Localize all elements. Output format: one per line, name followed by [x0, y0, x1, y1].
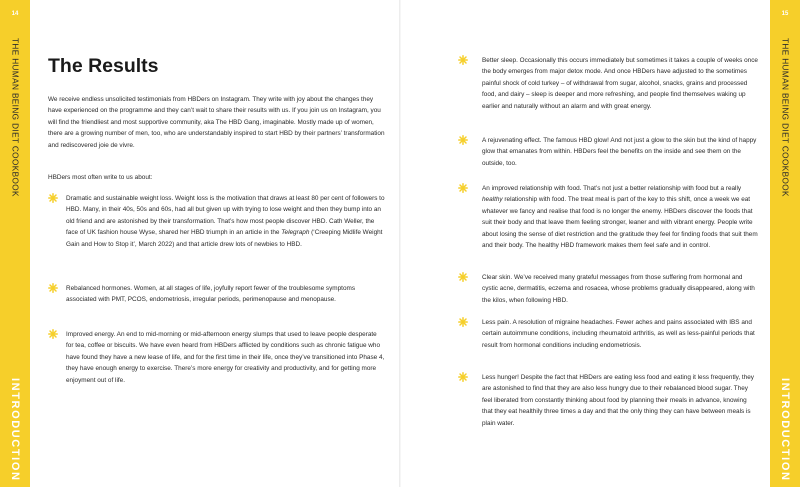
- page-number-right: 15: [781, 11, 789, 17]
- page-title: The Results: [48, 55, 159, 77]
- bullet-item: [48, 329, 385, 386]
- bullet-item: [458, 317, 758, 351]
- bullet-item: [458, 135, 758, 169]
- running-title-right: THE HUMAN BEING DIET COOKBOOK: [780, 38, 790, 197]
- sparkle-icon: [458, 183, 468, 193]
- bullet-text: Dramatic and sustainable weight loss. Weight loss is the motivation that draws at least 80 per cent of followers to HBD. Many, in their 40s, 50s and 60s, had all but given up with trying to lose weight and then they bump into an old friend and are astonished by their transformation. That’s how most people discover HBD. Cath Weller, the face of UK fashion house Wyse, shared her HBD triumph in an article in the Telegraph (‘Creeping Midlife Weight Gain and How to Stop it’, March 2022) and that article drew lots of newbies to HBD.: [66, 195, 385, 248]
- sparkle-icon: [458, 372, 468, 382]
- sparkle-icon: [458, 317, 468, 327]
- sparkle-icon: [458, 135, 468, 145]
- section-label-right: INTRODUCTION: [779, 378, 791, 482]
- bullet-text: Better sleep. Occasionally this occurs immediately but sometimes it takes a couple of weeks once the body emerges from major detox mode. And once HBDers have adjusted to the sometimes painful shock of cold turkey – of withdrawal from sugar, alcohol, snacks, grains and processed food, and dairy – sleep is deeper and more refreshing, and people find themselves waking up earlier and naturally without an alarm and with great energy.: [482, 57, 758, 110]
- sparkle-icon: [48, 193, 58, 203]
- left-side-band: [0, 0, 30, 487]
- bullet-item: [458, 272, 758, 306]
- bullet-text: Improved energy. An end to mid-morning or mid-afternoon energy slumps that used to leave people desperate for tea, coffee or biscuits. We have even heard from HBDers afflicted by conditions such as chronic fatigue who have found they have a new lease of life, and for the first time in their life, once they’ve transitioned into Phase 4, they have enough energy to exercise. There’s more energy for creativity and productivity, and for getting more enjoyment out of life.: [66, 331, 385, 384]
- running-title-left: THE HUMAN BEING DIET COOKBOOK: [10, 38, 20, 197]
- bullet-text: A rejuvenating effect. The famous HBD glow! And not just a glow to the skin but the kind of happy glow that emanates from within. HBDers feel the benefits on the inside and see them on the outside, too.: [482, 137, 757, 167]
- bullet-item: [48, 193, 385, 250]
- bullet-text: An improved relationship with food. That’s not just a better relationship with food but a really healthy relationship with food. The treat meal is part of the key to this shift, once a week we eat whatever we fancy and realise that food is no longer the enemy. HBDers discover the foods that suit their body and that leave them feeling stronger, leaner and with vibrant energy. People write about losing the sense of diet restriction and the gratitude they feel for finding foods that suit them and their body. The healthy HBD framework makes them feel safe and in control.: [482, 185, 758, 250]
- bullet-text: Rebalanced hormones. Women, at all stages of life, joyfully report fewer of the troublesome symptoms associated with PMT, PCOS, endometriosis, irregular periods, perimenopause and menopause.: [66, 285, 356, 304]
- section-label-left: INTRODUCTION: [9, 378, 21, 482]
- bullet-item: [458, 55, 758, 112]
- sparkle-icon: [48, 329, 58, 339]
- intro-paragraph: We receive endless unsolicited testimonials from HBDers on Instagram. They write with joy about the changes they have experienced on the programme and they can’t wait to share their results with us. If you join us on Instagram, you will find the friendliest and most supportive community, aka The HBD Gang, imaginable. Mostly made up of women, there are a growing number of men, too, who are understandably inspired to start HBD by their partners’ transformation and rediscovered joie de vivre.: [48, 96, 385, 149]
- bullet-text: Less hunger! Despite the fact that HBDers are eating less food and eating it less frequently, they are astonished to find that they are also less hungry due to their rebalanced blood sugar. They feel liberated from constantly thinking about food by planning their meals in advance, knowing that they eat healthily three times a day and that the only thing they can have between meals is plain water.: [482, 374, 754, 427]
- bullet-text: Clear skin. We’ve received many grateful messages from those suffering from hormonal and cystic acne, dermatitis, eczema and rosacea, whose problems gradually disappeared, along with the kilos, when following HBD.: [482, 274, 755, 304]
- subintro-paragraph: HBDers most often write to us about:: [48, 174, 153, 181]
- page-gutter: [399, 0, 401, 487]
- page-number-left: 14: [11, 11, 19, 17]
- sparkle-icon: [48, 283, 58, 293]
- bullet-text: Less pain. A resolution of migraine headaches. Fewer aches and pains associated with IBS and certain autoimmune conditions, including rheumatoid arthritis, as well as less-painful periods that result from hormonal conditions including endometriosis.: [482, 319, 755, 349]
- bullet-item: [458, 372, 758, 429]
- bullet-item: [48, 283, 385, 306]
- bullet-item: [458, 183, 758, 251]
- right-side-band: [770, 0, 800, 487]
- sparkle-icon: [458, 272, 468, 282]
- sparkle-icon: [458, 55, 468, 65]
